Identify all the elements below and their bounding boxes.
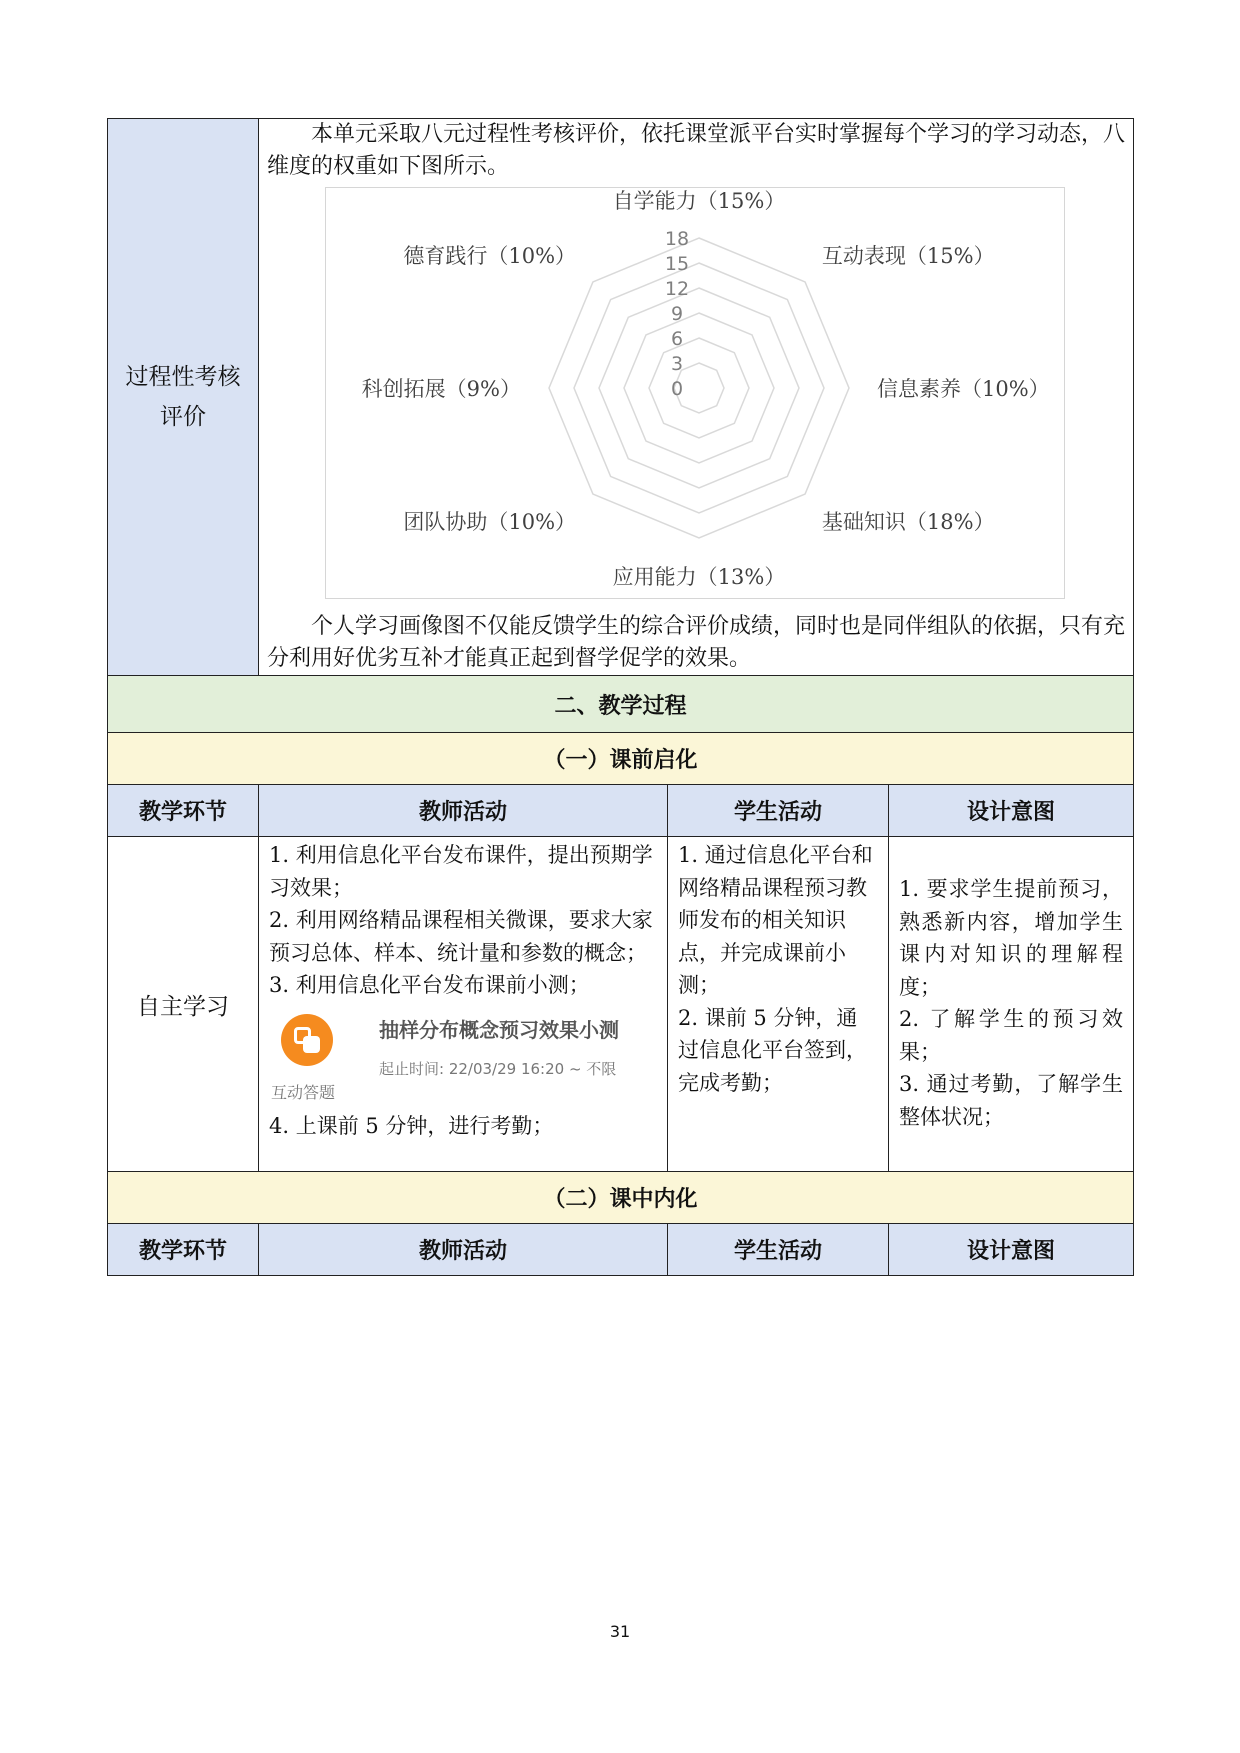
- quiz-time: 起止时间: 22/03/29 16:20 ~ 不限: [379, 1059, 617, 1078]
- assessment-outro: 个人学习画像图不仅能反馈学生的综合评价成绩，同时也是同伴组队的依据，只有充分利用好优劣互补才能真正起到督学促学的效果。: [267, 614, 1126, 671]
- radar-tick-label: 6: [670, 328, 684, 350]
- pre-class-title: （一）课前启化: [108, 733, 1134, 785]
- assessment-intro: 本单元采取八元过程性考核评价，依托课堂派平台实时掌握每个学习的学习动态，八维度的权重如下图所示。: [267, 122, 1126, 179]
- student-item: 2. 课前 5 分钟，通过信息化平台签到，完成考勤；: [678, 1005, 867, 1095]
- header-teacher: 教师活动: [259, 785, 668, 837]
- radar-tick-label: 3: [670, 353, 684, 375]
- radar-axis-label: 团队协助（10%）: [403, 509, 577, 534]
- section-title: 二、教学过程: [108, 676, 1134, 733]
- student-activity-cell: [668, 837, 889, 1172]
- header-student: 学生活动: [668, 1224, 889, 1276]
- header-stage: 教学环节: [108, 1224, 259, 1276]
- page-number: 31: [609, 1622, 631, 1641]
- radar-grid-ring: [574, 263, 824, 513]
- quiz-label: 互动答题: [271, 1082, 336, 1102]
- header-intent: 设计意图: [889, 1224, 1134, 1276]
- radar-grid-ring: [599, 288, 799, 488]
- intent-item: 1. 要求学生提前预习，熟悉新内容，增加学生课内对知识的理解程度；: [899, 877, 1124, 999]
- header-intent: 设计意图: [889, 785, 1134, 837]
- radar-chart-svg: [326, 188, 1064, 598]
- intent-item: 2. 了解学生的预习效果；: [899, 1007, 1124, 1064]
- header-student: 学生活动: [668, 785, 889, 837]
- radar-axis-label: 应用能力（13%）: [612, 565, 786, 589]
- student-item: 1. 通过信息化平台和网络精品课程预习教师发布的相关知识点，并完成课前小测；: [678, 843, 873, 997]
- header-teacher: 教师活动: [259, 1224, 668, 1276]
- teacher-activity-cell: [259, 837, 668, 1172]
- radar-axis-label: 德育践行（10%）: [403, 244, 577, 269]
- teacher-item: 1. 利用信息化平台发布课件，提出预期学习效果；: [269, 843, 653, 900]
- assessment-label: 过程性考核 评价: [125, 364, 241, 430]
- pre-class-row: [108, 837, 1134, 1172]
- radar-grid-ring: [624, 313, 774, 463]
- radar-axis-label: 科创拓展（9%）: [361, 377, 521, 401]
- header-row: [108, 785, 1134, 837]
- interactive-quiz-icon: [281, 1014, 333, 1066]
- radar-grid-ring: [549, 238, 849, 538]
- stage-cell: 自主学习: [108, 837, 259, 1172]
- teacher-item: 4. 上课前 5 分钟，进行考勤；: [269, 1113, 554, 1138]
- radar-tick-label: 15: [664, 253, 690, 275]
- assessment-content-cell: [259, 119, 1134, 676]
- intent-cell: [889, 837, 1134, 1172]
- radar-grid-ring: [649, 338, 749, 438]
- assessment-row: [108, 119, 1134, 676]
- header-row-2: [108, 1224, 1134, 1276]
- in-class-title: （二）课中内化: [108, 1172, 1134, 1224]
- quiz-card[interactable]: [259, 1006, 667, 1106]
- header-stage: 教学环节: [108, 785, 259, 837]
- intent-item: 3. 通过考勤，了解学生整体状况；: [899, 1072, 1124, 1129]
- radar-tick-label: 18: [664, 228, 690, 250]
- lesson-plan-table: [107, 118, 1134, 1276]
- teacher-item: 3. 利用信息化平台发布课前小测；: [269, 973, 590, 997]
- radar-axis-label: 基础知识（18%）: [821, 509, 995, 534]
- quiz-title: 抽样分布概念预习效果小测: [379, 1017, 619, 1042]
- radar-tick-label: 9: [670, 303, 684, 325]
- radar-axis-label: 互动表现（15%）: [821, 244, 995, 269]
- radar-tick-label: 0: [670, 378, 684, 400]
- radar-axis-label: 自学能力（15%）: [612, 189, 786, 213]
- radar-tick-label: 12: [664, 278, 690, 300]
- assessment-label-cell: [108, 119, 259, 676]
- teacher-item: 2. 利用网络精品课程相关微课，要求大家预习总体、样本、统计量和参数的概念；: [269, 908, 653, 965]
- radar-axis-label: 信息素养（10%）: [877, 377, 1050, 401]
- radar-chart: [325, 187, 1065, 599]
